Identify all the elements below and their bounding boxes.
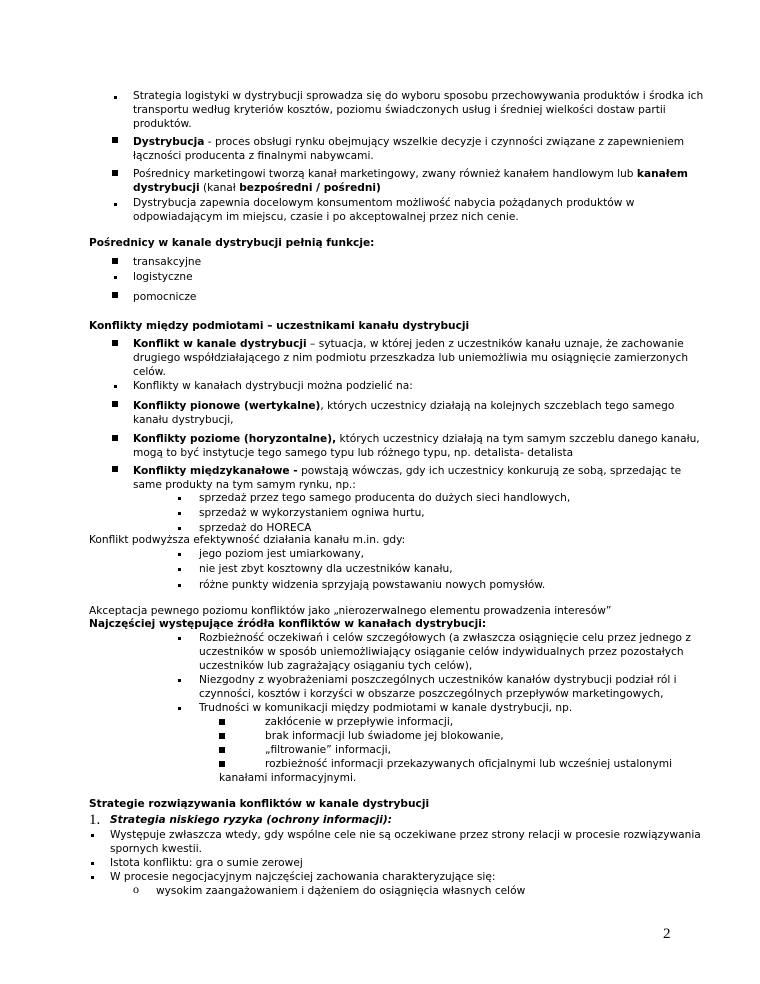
section-heading: Najczęściej występujące źródła konfliktów w kanałach dystrybucji: — [89, 618, 487, 630]
list-item: logistyczne — [133, 271, 193, 283]
paragraph-line: Niezgodny z wyobrażeniami poszczególnych uczestników kanałów dystrybucji podział ról i — [199, 674, 677, 686]
bullet — [219, 761, 225, 767]
bullet — [91, 862, 94, 865]
bullet — [114, 96, 117, 99]
paragraph-line: Rozbieżność oczekiwań i celów szczegółowych (a zwłaszcza osiągnięcie celu przez jednego z — [199, 632, 691, 644]
bullet — [178, 553, 181, 556]
bullet — [112, 435, 118, 441]
paragraph-line: Konflikt w kanale dystrybucji – sytuacja, w której jeden z uczestników kanału uznaje, że zachowanie — [133, 338, 684, 350]
list-item: „filtrowanie” informacji, — [265, 744, 391, 756]
section-heading: Pośrednicy w kanale dystrybucji pełnią funkcje: — [89, 237, 375, 249]
paragraph-line: uczestników lub zagrażający osiąganiu tych celów), — [199, 660, 473, 672]
paragraph-line: uczestników w sposób uniemożliwiający osiąganie celów indywidualnych przez pozostałych — [199, 646, 684, 658]
paragraph-line: celów. — [133, 366, 166, 378]
paragraph-line: W procesie negocjacyjnym najczęściej zachowania charakteryzujące się: — [110, 871, 496, 883]
list-item: rozbieżność informacji przekazywanych oficjalnymi lub wcześniej ustalonymi — [265, 758, 673, 770]
list-item: brak informacji lub świadome jej blokowanie, — [265, 730, 504, 742]
paragraph-line: produktów. — [133, 118, 192, 130]
list-number: 1. — [89, 812, 101, 828]
paragraph-line: kanałami informacyjnymi. — [219, 772, 357, 784]
paragraph-line: łączności producenta z finalnymi nabywcami. — [133, 150, 374, 162]
section-heading: Strategie rozwiązywania konfliktów w kanale dystrybucji — [89, 798, 430, 810]
paragraph-line: kanału dystrybucji, — [133, 414, 234, 426]
bullet — [178, 568, 181, 571]
paragraph-line: Konflikty poziome (horyzontalne), których uczestnicy działają na tym samym szczeblu danego kanału, — [133, 433, 700, 445]
bullet — [114, 276, 117, 279]
list-item: wysokim zaangażowaniem i dążeniem do osiągnięcia własnych celów — [156, 885, 526, 897]
bullet — [219, 747, 225, 753]
paragraph-line: Konflikty pionowe (wertykalne), których uczestnicy działają na kolejnych szczeblach tego samego — [133, 400, 675, 412]
bullet — [178, 527, 181, 530]
paragraph-line: Konflikty międzykanałowe - powstają wówczas, gdy ich uczestnicy konkurują ze sobą, sprzedając te — [133, 465, 682, 477]
paragraph-line: czynności, kosztów i korzyści w obszarze poszczególnych przepływów marketingowych, — [199, 688, 664, 700]
paragraph-line: same produkty na tym samym rynku, np.: — [133, 479, 356, 491]
bullet — [112, 340, 118, 346]
list-item: pomocnicze — [133, 291, 197, 303]
paragraph-line: Istota konfliktu: gra o sumie zerowej — [110, 857, 303, 869]
section-heading: Konflikty między podmiotami – uczestnikami kanału dystrybucji — [89, 320, 470, 332]
list-item: jego poziom jest umiarkowany, — [199, 548, 364, 560]
list-item: sprzedaż przez tego samego producenta do dużych sieci handlowych, — [199, 492, 571, 504]
list-item: nie jest zbyt kosztowny dla uczestników kanału, — [199, 563, 453, 575]
strategy-title: Strategia niskiego ryzyka (ochrony informacji): — [110, 814, 393, 826]
paragraph-line: Dystrybucja zapewnia docelowym konsumentom możliwość nabycia pożądanych produktów w — [133, 197, 635, 209]
bullet — [112, 401, 118, 407]
bullet — [114, 203, 117, 206]
bullet — [91, 834, 94, 837]
paragraph-line: odpowiadającym im miejscu, czasie i po akceptowalnej przez nich cenie. — [133, 211, 519, 223]
bullet — [112, 258, 118, 264]
paragraph-line: Akceptacja pewnego poziomu konfliktów jako „nierozerwalnego elementu prowadzenia interesów” — [89, 605, 612, 617]
paragraph-line: Występuje zwłaszcza wtedy, gdy wspólne cele nie są oczekiwane przez strony relacji w procesie rozwiązywania — [110, 829, 701, 841]
sub-bullet-marker: o — [133, 882, 139, 896]
bullet — [114, 385, 117, 388]
paragraph-line: drugiego współdziałającego z nim podmiotu przeszkadza lub uniemożliwia mu osiągnięcie zamierzonych — [133, 352, 689, 364]
paragraph-line: Dystrybucja - proces obsługi rynku obejmujący wszelkie decyzje i czynności związane z zapewnieniem — [133, 136, 685, 148]
bullet — [112, 466, 118, 472]
list-item: zakłócenie w przepływie informacji, — [265, 716, 454, 728]
list-item: sprzedaż do HORECA — [199, 522, 312, 534]
bullet — [91, 876, 94, 879]
bullet — [112, 170, 118, 176]
paragraph-line: Pośrednicy marketingowi tworzą kanał marketingowy, zwany również kanałem handlowym lub kanałem — [133, 168, 688, 180]
bullet — [178, 637, 181, 640]
bullet — [112, 137, 118, 143]
bullet — [219, 733, 225, 739]
list-item: różne punkty widzenia sprzyjają powstawaniu nowych pomysłów. — [199, 579, 546, 591]
paragraph-line: Konflikt podwyższa efektywność działania kanału m.in. gdy: — [89, 534, 406, 546]
bullet — [178, 679, 181, 682]
bullet — [178, 512, 181, 515]
paragraph-line: dystrybucji (kanał bezpośredni / pośredni) — [133, 182, 381, 194]
paragraph-line: mogą to być instytucje tego samego typu lub różnego typu, np. detalista- detalista — [133, 447, 574, 459]
bullet — [178, 584, 181, 587]
list-item: transakcyjne — [133, 256, 202, 268]
paragraph-line: Trudności w komunikacji między podmiotami w kanale dystrybucji, np. — [199, 702, 573, 714]
paragraph-line: transportu według kryteriów kosztów, poziomu świadczonych usług i średniej wielkości dostaw partii — [133, 104, 666, 116]
bullet — [219, 719, 225, 725]
bullet — [112, 292, 118, 298]
page-number: 2 — [663, 926, 671, 942]
paragraph-line: Konflikty w kanałach dystrybucji można podzielić na: — [133, 380, 413, 392]
paragraph-line: Strategia logistyki w dystrybucji sprowadza się do wyboru sposobu przechowywania produktów i środka ich — [133, 90, 704, 102]
bullet — [178, 707, 181, 710]
paragraph-line: spornych kwestii. — [110, 843, 203, 855]
bullet — [178, 497, 181, 500]
list-item: sprzedaż w wykorzystaniem ogniwa hurtu, — [199, 507, 425, 519]
